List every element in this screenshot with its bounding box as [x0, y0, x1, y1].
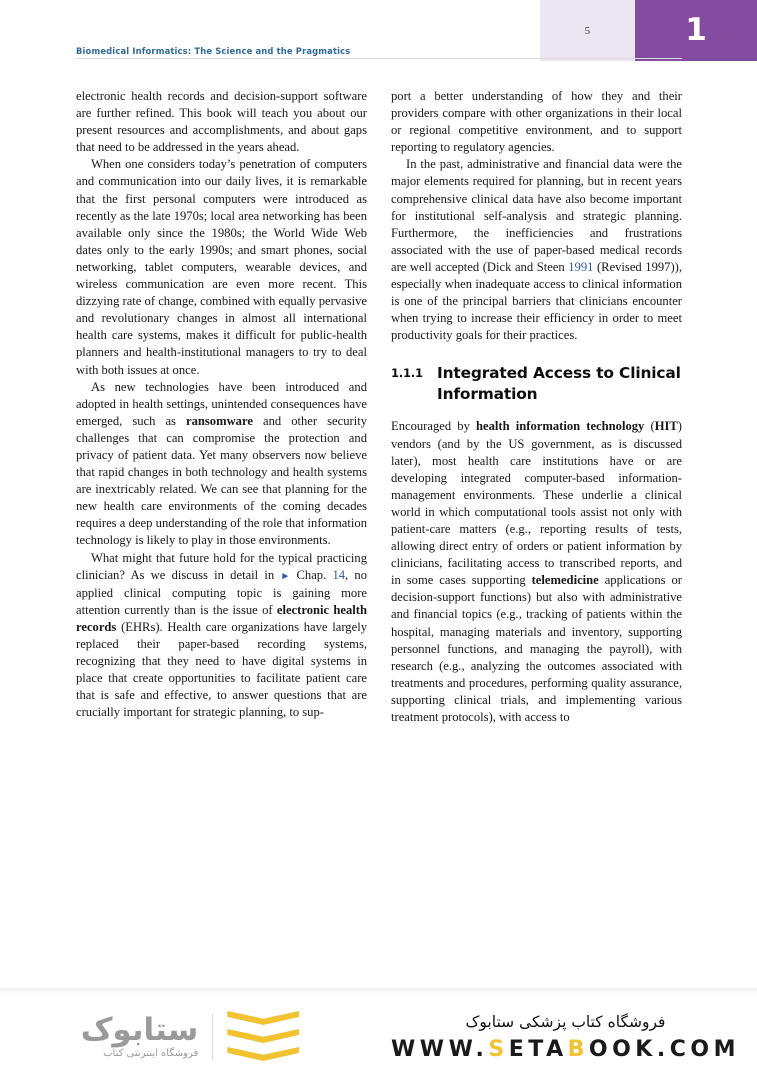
body-text: port a better understanding of how they and their providers compare with other organizations in their local or regional competitive environment, and to support reporting to regulatory agencies. — [391, 89, 682, 155]
emphasis-text: ransomware — [186, 413, 253, 428]
body-text: Encouraged by — [391, 419, 477, 434]
body-text: As new technologies have been introduced and adopted in health settings, unintended consequences have emerged, such as — [76, 379, 367, 428]
paragraph — [76, 550, 367, 722]
page-tab-group — [540, 0, 757, 61]
logo-wordmark — [80, 1012, 199, 1059]
body-text: What might that future hold for the typical practicing clinician? As we discuss in detail in — [76, 550, 367, 582]
left-column — [76, 88, 367, 943]
paragraph — [391, 418, 682, 726]
page-body — [76, 88, 682, 943]
running-head — [76, 41, 496, 59]
chapter-number: 1 — [685, 12, 707, 48]
section-title: Integrated Access to Clinical Information — [437, 364, 681, 404]
body-text: (Revised 1997)), especially when inadequate access to clinical information is one of the principal barriers that clinicians encounter when trying to increase their efficiency in order to meet productivity goals for their practices. — [391, 259, 682, 343]
body-text: ) vendors (and by the US government, as is discussed later), most health care institutions have or are developing integrated computer-based information-management environments. These underlie a clinical world in which computational tools assist not only with patient-care matters (e.g., reporting results of tests, allowing direct entry of orders or patient information by clinicians, facilitating access to transcribed reports, and in some cases supporting — [391, 419, 682, 588]
url-segment: OOK.COM — [588, 1036, 740, 1062]
section-heading — [391, 363, 682, 405]
chevron-logo-icon — [227, 1009, 299, 1065]
emphasis-text: telemedicine — [531, 573, 599, 588]
body-text: When one considers today’s penetration of computers and communication into our daily lives, it is remarkable that the first personal computers were introduced as recently as the late 1970s; local area networking has been available only since the 1980s; the World Wide Web dates only to the early 1990s; and smart phones, social networking, tablet computers, wearable devices, and wireless communication are even more recent. This dizzying rate of change, combined with equally pervasive and revolutionary changes in almost all international health care systems, makes it difficult for public-health planners and health-institutional managers to try to deal with both issues at once. — [76, 157, 367, 377]
body-text: applications or decision-support functions) but also with administrative and financial topics (e.g., tracking of patients within the hospital, managing materials and inventory, supporting personnel functions, and managing the payroll), with research (e.g., analyzing the outcomes associated with treatments and procedures, performing quality assurance, supporting clinical trials, and implementing various treatment protocols), with access to — [391, 573, 682, 724]
section-number: 1.1.1 — [391, 366, 423, 381]
body-text: ( — [644, 419, 655, 434]
body-text: Chap. — [290, 567, 333, 582]
cross-reference-link[interactable]: 1991 — [568, 259, 594, 274]
right-column — [391, 88, 682, 943]
brand-text-block — [380, 1013, 757, 1062]
logo-divider — [212, 1014, 213, 1060]
paragraph — [391, 88, 682, 156]
footer-branding — [0, 994, 757, 1080]
paragraph — [391, 156, 682, 344]
folio-tab — [540, 0, 635, 61]
logo-word-sub: فروشگاه اینترنتی کتاب — [103, 1048, 199, 1059]
body-text: (EHRs). Health care organizations have largely replaced their paper-based recording systems, recognizing that they need to have digital systems in place that create opportunities to facilitate patient care that is safe and effective, to answer questions that are crucially important for strategic planning, to sup- — [76, 619, 367, 720]
cross-reference-arrow-icon[interactable]: ► — [280, 570, 291, 582]
url-segment: S — [488, 1036, 509, 1062]
logo-word-main: ستابوک — [80, 1012, 199, 1048]
body-text: and other security challenges that can compromise the protection and privacy of patient data. Yet many observers now believe that rapid changes in both technology and health systems are inextricably related. We can see that planning for the new health care environments of the coming decades requires a deep understanding of the role that information technology is likely to play in those environments. — [76, 413, 368, 548]
body-text: electronic health records and decision-support software are further refined. This book will teach you about our present resources and accomplishments, and about gaps that need to be addressed in the years ahead. — [76, 89, 367, 155]
url-segment: WWW. — [391, 1036, 489, 1062]
footer-tagline: فروشگاه کتاب پزشکی ستابوک — [465, 1012, 666, 1031]
body-text: , no applied clinical computing topic is gaining more attention currently than is the issue of — [76, 567, 368, 617]
paragraph — [76, 88, 367, 156]
brand-logo — [0, 1009, 380, 1065]
body-text: In the past, administrative and financial data were the major elements required for planning, but in recent years comprehensive clinical data have also become important for institutional self-analysis and strategic planning. Furthermore, the inefficiencies and frustrations associated with the use of paper-based medical records are well accepted (Dick and Steen — [391, 157, 682, 274]
url-segment: B — [567, 1036, 589, 1062]
header-divider — [76, 58, 682, 59]
emphasis-text: health information technology — [476, 419, 645, 434]
chapter-tab — [635, 0, 757, 61]
page-number: 5 — [584, 24, 591, 37]
paragraph — [76, 379, 367, 550]
emphasis-text: HIT — [654, 419, 678, 434]
footer-website-url — [391, 1037, 740, 1062]
running-head-text: Biomedical Informatics: The Science and the Pragmatics — [76, 46, 351, 56]
url-segment: ETA — [508, 1036, 568, 1062]
emphasis-text: electronic health records — [76, 602, 367, 634]
paragraph — [76, 156, 367, 378]
cross-reference-link[interactable]: 14 — [332, 567, 346, 582]
